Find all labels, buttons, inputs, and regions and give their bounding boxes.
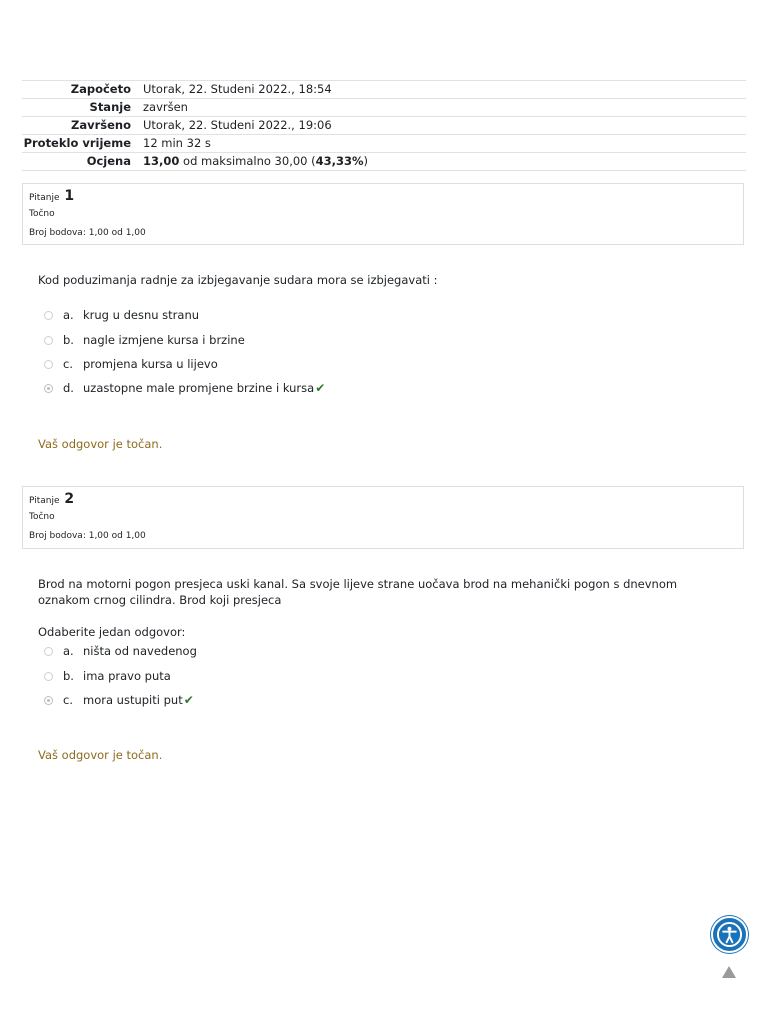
answer-option-selected[interactable] [38,379,325,397]
answer-letter: c. [63,693,73,707]
summary-value: 12 min 32 s [143,135,746,153]
summary-key: Ocjena [22,153,143,171]
answer-option[interactable] [38,331,245,349]
answer-text: ništa od navedenog [83,644,197,658]
summary-key: Započeto [22,81,143,99]
summary-value: Utorak, 22. Studeni 2022., 18:54 [143,81,746,99]
summary-row-started [22,81,746,99]
check-icon: ✔ [183,693,194,707]
radio-button-checked[interactable] [44,384,53,393]
radio-button[interactable] [44,360,53,369]
answer-text: uzastopne male promjene brzine i kursa [83,381,315,395]
question-grade: Broj bodova: 1,00 od 1,00 [29,531,146,541]
answer-text: ima pravo puta [83,669,171,683]
grade-score: 13,00 [143,154,180,168]
answer-option[interactable] [38,306,199,324]
accessibility-icon [716,921,743,948]
summary-value: završen [143,99,746,117]
question-1-info [22,183,744,245]
summary-row-completed [22,117,746,135]
answer-option-selected[interactable] [38,691,194,709]
answer-letter: d. [63,381,74,395]
question-number-value: 2 [64,491,75,507]
answer-text: mora ustupiti put [83,693,183,707]
radio-button[interactable] [44,336,53,345]
answer-option[interactable] [38,355,218,373]
question-grade: Broj bodova: 1,00 od 1,00 [29,228,146,238]
question-label: Pitanje [29,496,60,506]
answer-letter: c. [63,357,73,371]
check-icon: ✔ [315,381,326,395]
summary-value: Utorak, 22. Studeni 2022., 19:06 [143,117,746,135]
question-state: Točno [29,209,55,219]
summary-key: Završeno [22,117,143,135]
radio-button[interactable] [44,311,53,320]
question-2-info [22,486,744,549]
summary-value [143,153,746,171]
summary-key: Proteklo vrijeme [22,135,143,153]
question-1-feedback: Vaš odgovor je točan. [38,437,163,451]
answer-letter: a. [63,644,74,658]
question-number [29,188,74,204]
accessibility-button[interactable] [711,916,748,953]
grade-percent: 43,33% [315,154,364,168]
radio-button[interactable] [44,672,53,681]
summary-row-time-taken [22,135,746,153]
question-number-value: 1 [64,188,75,204]
radio-button-checked[interactable] [44,696,53,705]
question-2-text: Brod na motorni pogon presjeca uski kanal. Sa svoje lijeve strane uočava brod na mehanički pogon s dnevnom oznakom crnog cilindra. Brod koji presjeca [38,577,678,607]
answer-prompt: Odaberite jedan odgovor: [38,625,186,639]
question-number [29,491,74,507]
summary-row-grade [22,153,746,171]
answer-text: krug u desnu stranu [83,308,200,322]
answer-option[interactable] [38,667,171,685]
answer-letter: a. [63,308,74,322]
question-1-text: Kod poduzimanja radnje za izbjegavanje sudara mora se izbjegavati : [38,273,438,287]
question-state: Točno [29,512,55,522]
question-label: Pitanje [29,193,60,203]
grade-end: ) [363,154,369,168]
radio-button[interactable] [44,647,53,656]
answer-option[interactable] [38,642,197,660]
answer-letter: b. [63,333,74,347]
grade-mid: od maksimalno 30,00 ( [179,154,316,168]
answer-letter: b. [63,669,74,683]
answer-text: nagle izmjene kursa i brzine [83,333,245,347]
summary-row-state [22,99,746,117]
arrow-up-icon[interactable] [722,966,736,978]
attempt-summary-table [22,80,746,171]
answer-text: promjena kursa u lijevo [83,357,218,371]
question-2-feedback: Vaš odgovor je točan. [38,748,163,762]
summary-key: Stanje [22,99,143,117]
